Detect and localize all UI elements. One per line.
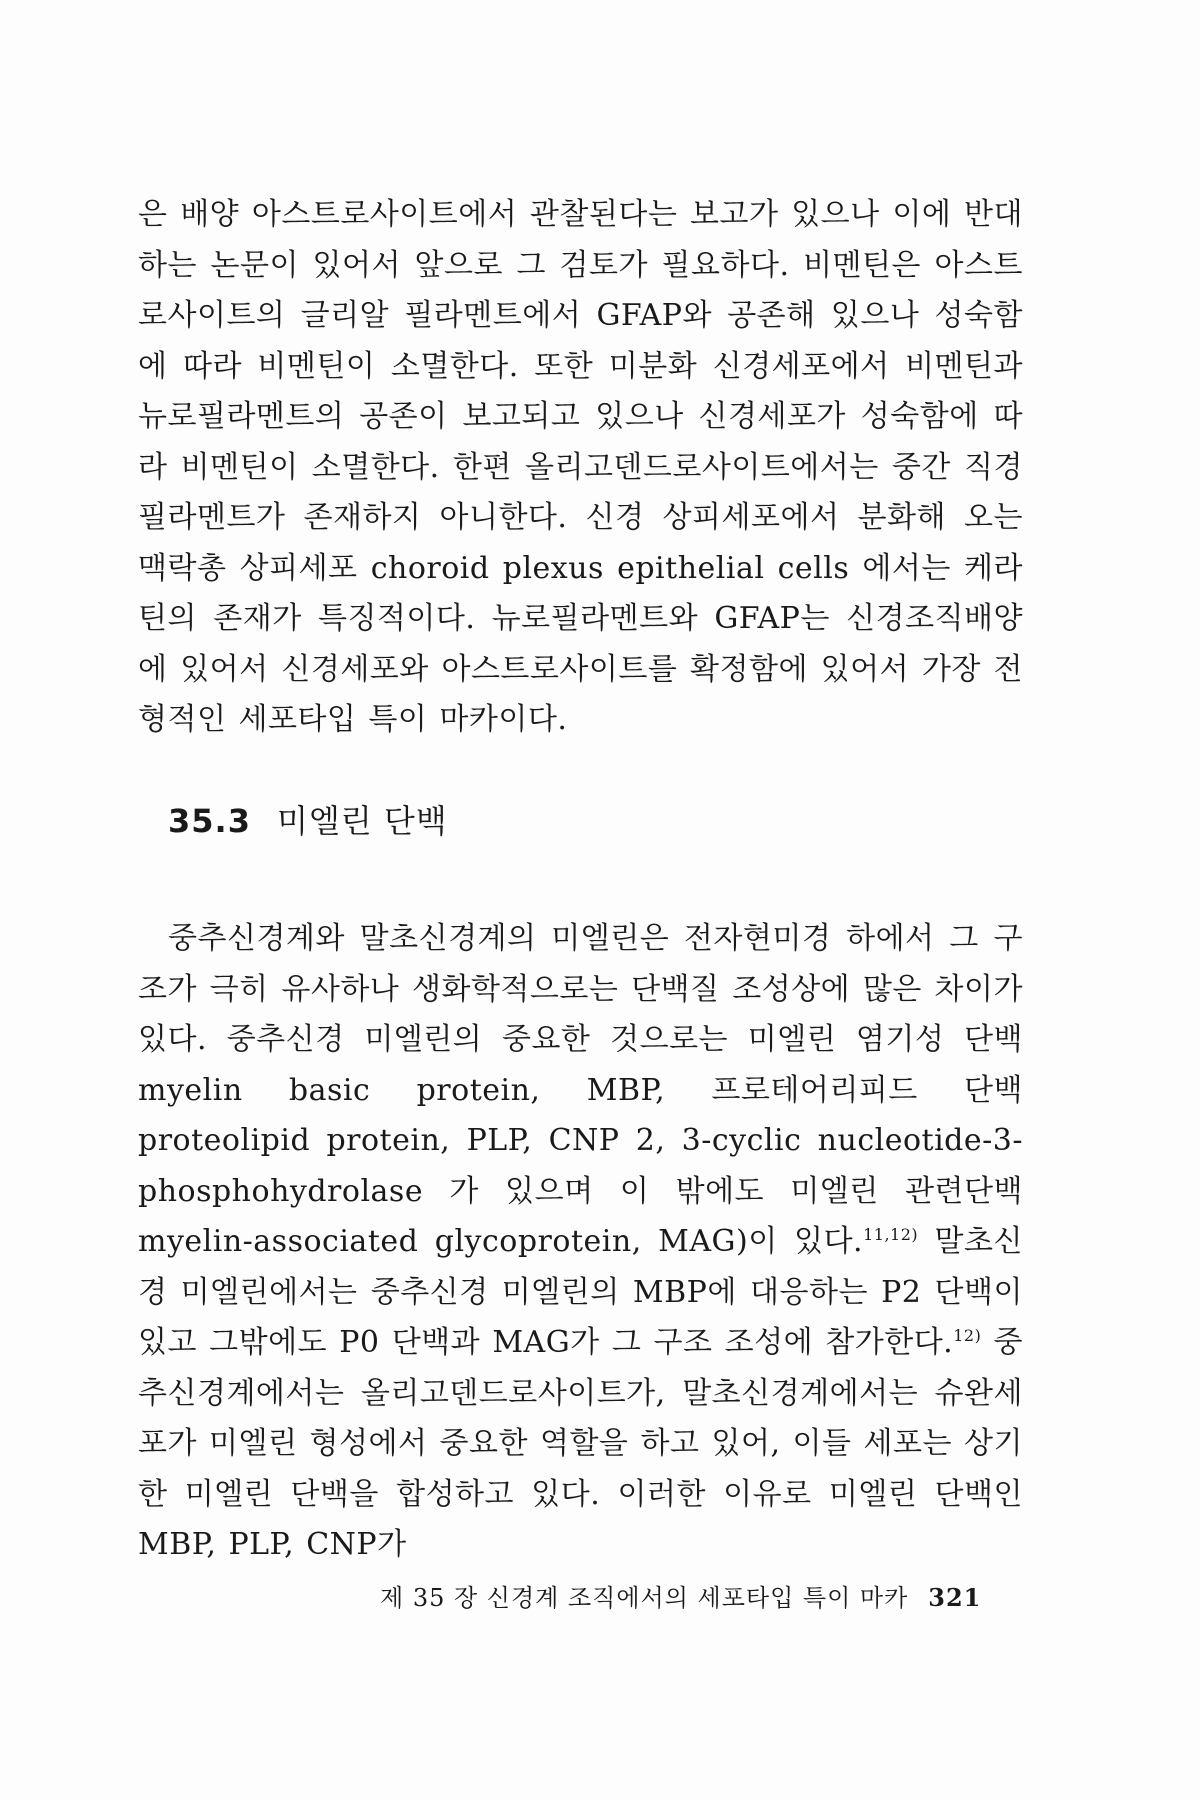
paragraph-2-text-3: 중추신경계에서는 올리고덴드로사이트가, 말초신경계에서는 슈완세포가 미엘린 형성에서 중요한 역할을 하고 있어, 이들 세포는 상기한 미엘린 단백을 합성하고 있다. 이러한 이유로 미엘린 단백인 MBP, PLP, CNP가 [138,1325,1023,1562]
page-number: 321 [928,1583,982,1612]
paragraph-2-text-2: 말초신경 미엘린에서는 중추신경 미엘린의 MBP에 대응하는 P2 단백이 있고 그밖에도 P0 단백과 MAG가 그 구조 조성에 참가한다. [138,1224,1023,1360]
body-paragraph-2 [138,914,1023,1571]
section-heading [168,796,448,842]
paragraph-2-text-1: 중추신경계와 말초신경계의 미엘린은 전자현미경 하에서 그 구조가 극히 유사하나 생화학적으로는 단백질 조성상에 많은 차이가 있다. 중추신경 미엘린의 중요한 것으로는 미엘린 염기성 단백 myelin basic protein, MBP, 프로테어리피드 단백 proteolipid protein, PLP, CNP 2, 3-cyclic nucleotide-3-phosphohydrolase 가 있으며 이 밖에도 미엘린 관련단백 myelin-associated glycoprotein, MAG)이 있다. [138,921,1023,1259]
body-paragraph-1: 은 배양 아스트로사이트에서 관찰된다는 보고가 있으나 이에 반대하는 논문이 있어서 앞으로 그 검토가 필요하다. 비멘틴은 아스트로사이트의 글리알 필라멘트에서 GFAP와 공존해 있으나 성숙함에 따라 비멘틴이 소멸한다. 또한 미분화 신경세포에서 비멘틴과 뉴로필라멘트의 공존이 보고되고 있으나 신경세포가 성숙함에 따라 비멘틴이 소멸한다. 한편 올리고덴드로사이트에서는 중간 직경 필라멘트가 존재하지 아니한다. 신경 상피세포에서 분화해 오는 맥락총 상피세포 choroid plexus epithelial cells 에서는 케라틴의 존재가 특징적이다. 뉴로필라멘트와 GFAP는 신경조직배양에 있어서 신경세포와 아스트로사이트를 확정함에 있어서 가장 전형적인 세포타입 특이 마카이다. [138,197,1023,737]
page-footer [380,1578,981,1613]
section-title: 미엘린 단백 [276,802,448,840]
reference-superscript-1: 11,12) [863,1225,919,1244]
running-title: 제 35 장 신경계 조직에서의 세포타입 특이 마카 [380,1584,909,1612]
section-number: 35.3 [168,802,251,840]
reference-superscript-2: 12) [953,1326,982,1345]
